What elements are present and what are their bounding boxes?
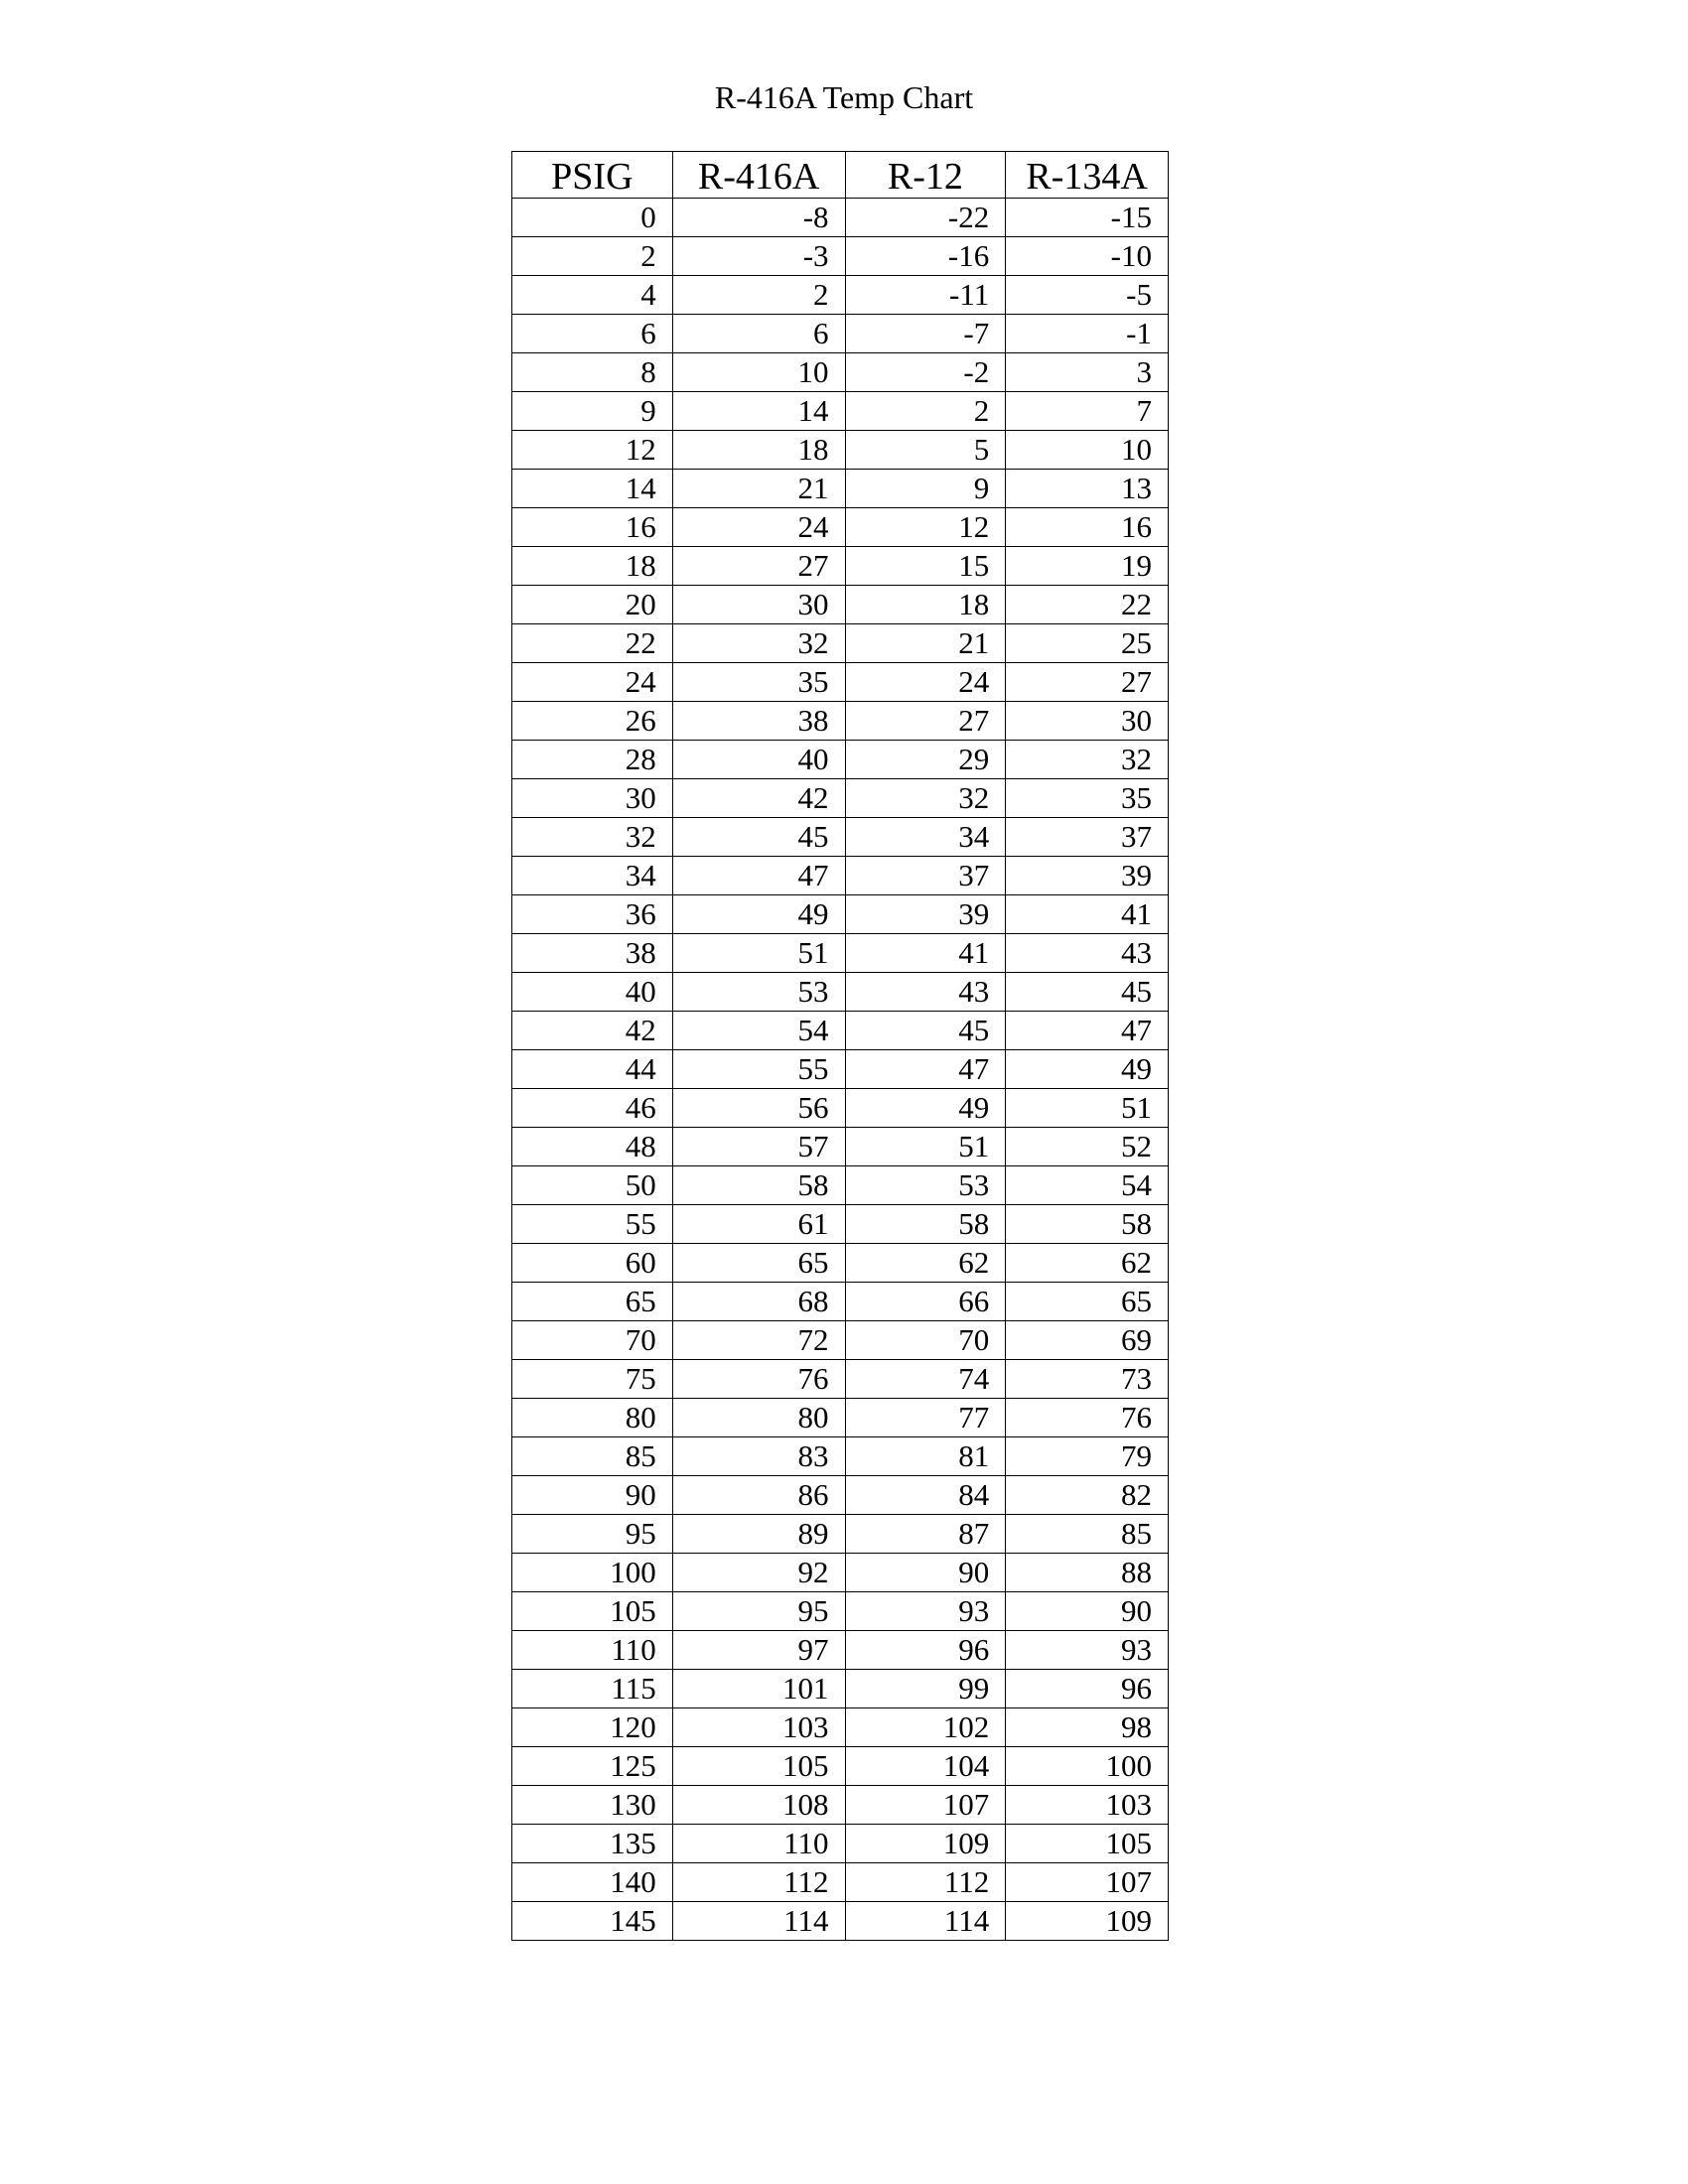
table-row <box>512 1166 1169 1205</box>
psig-cell: 8 <box>512 353 673 392</box>
psig-cell: 4 <box>512 276 673 315</box>
r12-cell: 47 <box>845 1050 1006 1089</box>
r12-cell: 29 <box>845 741 1006 779</box>
r12-cell: 90 <box>845 1554 1006 1592</box>
r416a-cell: 76 <box>672 1360 845 1399</box>
table-row <box>512 315 1169 353</box>
r134a-cell: 35 <box>1006 779 1169 818</box>
psig-cell: 125 <box>512 1747 673 1786</box>
r134a-cell: 65 <box>1006 1283 1169 1321</box>
table-row <box>512 1902 1169 1941</box>
r12-cell: 37 <box>845 857 1006 895</box>
psig-cell: 46 <box>512 1089 673 1128</box>
table-row <box>512 1244 1169 1283</box>
r134a-cell: 105 <box>1006 1825 1169 1863</box>
r12-cell: 21 <box>845 624 1006 663</box>
r12-cell: 5 <box>845 431 1006 470</box>
r12-cell: 51 <box>845 1128 1006 1166</box>
r12-cell: 96 <box>845 1631 1006 1670</box>
psig-cell: 90 <box>512 1476 673 1515</box>
r134a-cell: 90 <box>1006 1592 1169 1631</box>
r12-cell: 49 <box>845 1089 1006 1128</box>
psig-cell: 18 <box>512 547 673 586</box>
r416a-cell: 110 <box>672 1825 845 1863</box>
temp-chart-table <box>511 151 1169 1941</box>
r134a-cell: 103 <box>1006 1786 1169 1825</box>
r12-cell: 53 <box>845 1166 1006 1205</box>
table-row <box>512 1321 1169 1360</box>
r416a-cell: 38 <box>672 702 845 741</box>
table-row <box>512 1670 1169 1708</box>
r416a-cell: 14 <box>672 392 845 431</box>
psig-cell: 115 <box>512 1670 673 1708</box>
psig-cell: 42 <box>512 1012 673 1050</box>
table-row <box>512 1631 1169 1670</box>
r12-cell: 58 <box>845 1205 1006 1244</box>
r416a-cell: 42 <box>672 779 845 818</box>
r134a-cell: 49 <box>1006 1050 1169 1089</box>
r134a-cell: 96 <box>1006 1670 1169 1708</box>
psig-cell: 130 <box>512 1786 673 1825</box>
r416a-cell: 18 <box>672 431 845 470</box>
table-row <box>512 237 1169 276</box>
table-row <box>512 702 1169 741</box>
r416a-cell: 49 <box>672 895 845 934</box>
table-row <box>512 1399 1169 1437</box>
r134a-cell: 19 <box>1006 547 1169 586</box>
psig-cell: 6 <box>512 315 673 353</box>
r134a-cell: 7 <box>1006 392 1169 431</box>
r416a-cell: 61 <box>672 1205 845 1244</box>
r416a-cell: 95 <box>672 1592 845 1631</box>
table-row <box>512 392 1169 431</box>
r134a-cell: 85 <box>1006 1515 1169 1554</box>
header-row <box>512 152 1169 199</box>
r416a-cell: 35 <box>672 663 845 702</box>
r134a-cell: 107 <box>1006 1863 1169 1902</box>
r416a-cell: 105 <box>672 1747 845 1786</box>
psig-cell: 24 <box>512 663 673 702</box>
r134a-cell: 58 <box>1006 1205 1169 1244</box>
table-row <box>512 663 1169 702</box>
r134a-cell: 43 <box>1006 934 1169 973</box>
table-row <box>512 1786 1169 1825</box>
psig-cell: 0 <box>512 199 673 237</box>
r12-cell: 27 <box>845 702 1006 741</box>
table-row <box>512 199 1169 237</box>
r134a-cell: 69 <box>1006 1321 1169 1360</box>
r134a-cell: 100 <box>1006 1747 1169 1786</box>
r134a-cell: -1 <box>1006 315 1169 353</box>
table-row <box>512 1708 1169 1747</box>
r416a-cell: 92 <box>672 1554 845 1592</box>
r12-cell: 112 <box>845 1863 1006 1902</box>
table-row <box>512 1012 1169 1050</box>
r416a-cell: 53 <box>672 973 845 1012</box>
psig-cell: 20 <box>512 586 673 624</box>
table-row <box>512 1592 1169 1631</box>
r12-cell: 62 <box>845 1244 1006 1283</box>
r12-cell: 34 <box>845 818 1006 857</box>
r12-cell: 18 <box>845 586 1006 624</box>
psig-cell: 12 <box>512 431 673 470</box>
r134a-cell: 82 <box>1006 1476 1169 1515</box>
table-row <box>512 1825 1169 1863</box>
r12-cell: 107 <box>845 1786 1006 1825</box>
r12-cell: 2 <box>845 392 1006 431</box>
psig-cell: 16 <box>512 508 673 547</box>
psig-cell: 36 <box>512 895 673 934</box>
psig-cell: 28 <box>512 741 673 779</box>
psig-cell: 44 <box>512 1050 673 1089</box>
r416a-cell: 103 <box>672 1708 845 1747</box>
table-row <box>512 1205 1169 1244</box>
psig-cell: 34 <box>512 857 673 895</box>
r134a-cell: 16 <box>1006 508 1169 547</box>
r134a-cell: 32 <box>1006 741 1169 779</box>
table-row <box>512 895 1169 934</box>
psig-cell: 85 <box>512 1437 673 1476</box>
table-row <box>512 1128 1169 1166</box>
header-r12: R-12 <box>845 152 1006 199</box>
table-row <box>512 586 1169 624</box>
psig-cell: 135 <box>512 1825 673 1863</box>
table-row <box>512 1283 1169 1321</box>
r134a-cell: 88 <box>1006 1554 1169 1592</box>
table-row <box>512 934 1169 973</box>
r134a-cell: 13 <box>1006 470 1169 508</box>
r134a-cell: 109 <box>1006 1902 1169 1941</box>
r12-cell: 12 <box>845 508 1006 547</box>
r12-cell: -7 <box>845 315 1006 353</box>
psig-cell: 140 <box>512 1863 673 1902</box>
table-row <box>512 1050 1169 1089</box>
psig-cell: 48 <box>512 1128 673 1166</box>
r12-cell: -22 <box>845 199 1006 237</box>
psig-cell: 9 <box>512 392 673 431</box>
r12-cell: 87 <box>845 1515 1006 1554</box>
psig-cell: 55 <box>512 1205 673 1244</box>
r416a-cell: 45 <box>672 818 845 857</box>
r416a-cell: 112 <box>672 1863 845 1902</box>
r416a-cell: 56 <box>672 1089 845 1128</box>
psig-cell: 80 <box>512 1399 673 1437</box>
r134a-cell: 62 <box>1006 1244 1169 1283</box>
table-row <box>512 973 1169 1012</box>
table-row <box>512 470 1169 508</box>
r416a-cell: 86 <box>672 1476 845 1515</box>
r12-cell: 74 <box>845 1360 1006 1399</box>
r134a-cell: 73 <box>1006 1360 1169 1399</box>
r416a-cell: 51 <box>672 934 845 973</box>
r12-cell: 66 <box>845 1283 1006 1321</box>
table-row <box>512 1554 1169 1592</box>
psig-cell: 38 <box>512 934 673 973</box>
table-row <box>512 779 1169 818</box>
psig-cell: 22 <box>512 624 673 663</box>
table-row <box>512 1089 1169 1128</box>
table-row <box>512 547 1169 586</box>
psig-cell: 70 <box>512 1321 673 1360</box>
r416a-cell: 57 <box>672 1128 845 1166</box>
r134a-cell: 30 <box>1006 702 1169 741</box>
table-row <box>512 1360 1169 1399</box>
r12-cell: 45 <box>845 1012 1006 1050</box>
r416a-cell: 6 <box>672 315 845 353</box>
r134a-cell: 27 <box>1006 663 1169 702</box>
r134a-cell: 47 <box>1006 1012 1169 1050</box>
r416a-cell: 40 <box>672 741 845 779</box>
header-psig: PSIG <box>512 152 673 199</box>
header-r416a: R-416A <box>672 152 845 199</box>
r416a-cell: 47 <box>672 857 845 895</box>
r134a-cell: 98 <box>1006 1708 1169 1747</box>
r12-cell: 9 <box>845 470 1006 508</box>
r134a-cell: 10 <box>1006 431 1169 470</box>
table-row <box>512 741 1169 779</box>
r416a-cell: 89 <box>672 1515 845 1554</box>
r416a-cell: 10 <box>672 353 845 392</box>
r416a-cell: 72 <box>672 1321 845 1360</box>
r12-cell: 93 <box>845 1592 1006 1631</box>
r416a-cell: 2 <box>672 276 845 315</box>
r12-cell: 41 <box>845 934 1006 973</box>
r12-cell: 24 <box>845 663 1006 702</box>
table-row <box>512 508 1169 547</box>
r12-cell: 43 <box>845 973 1006 1012</box>
psig-cell: 60 <box>512 1244 673 1283</box>
psig-cell: 40 <box>512 973 673 1012</box>
table-row <box>512 624 1169 663</box>
psig-cell: 95 <box>512 1515 673 1554</box>
r416a-cell: 21 <box>672 470 845 508</box>
r12-cell: 109 <box>845 1825 1006 1863</box>
r416a-cell: 65 <box>672 1244 845 1283</box>
r134a-cell: 37 <box>1006 818 1169 857</box>
r134a-cell: -10 <box>1006 237 1169 276</box>
r416a-cell: 114 <box>672 1902 845 1941</box>
r134a-cell: 25 <box>1006 624 1169 663</box>
psig-cell: 30 <box>512 779 673 818</box>
r134a-cell: 3 <box>1006 353 1169 392</box>
r416a-cell: 80 <box>672 1399 845 1437</box>
r416a-cell: 58 <box>672 1166 845 1205</box>
r12-cell: 15 <box>845 547 1006 586</box>
table-row <box>512 1863 1169 1902</box>
r134a-cell: 22 <box>1006 586 1169 624</box>
psig-cell: 26 <box>512 702 673 741</box>
r416a-cell: 68 <box>672 1283 845 1321</box>
table-row <box>512 857 1169 895</box>
r416a-cell: 30 <box>672 586 845 624</box>
r12-cell: -11 <box>845 276 1006 315</box>
r416a-cell: 108 <box>672 1786 845 1825</box>
psig-cell: 110 <box>512 1631 673 1670</box>
table-row <box>512 431 1169 470</box>
table-body <box>512 199 1169 1941</box>
table-row <box>512 1747 1169 1786</box>
r12-cell: -2 <box>845 353 1006 392</box>
r12-cell: 70 <box>845 1321 1006 1360</box>
psig-cell: 50 <box>512 1166 673 1205</box>
r134a-cell: 76 <box>1006 1399 1169 1437</box>
r12-cell: 77 <box>845 1399 1006 1437</box>
r416a-cell: 27 <box>672 547 845 586</box>
r12-cell: 32 <box>845 779 1006 818</box>
table-row <box>512 353 1169 392</box>
r134a-cell: 52 <box>1006 1128 1169 1166</box>
header-r134a: R-134A <box>1006 152 1169 199</box>
psig-cell: 32 <box>512 818 673 857</box>
r12-cell: 102 <box>845 1708 1006 1747</box>
psig-cell: 120 <box>512 1708 673 1747</box>
r134a-cell: 45 <box>1006 973 1169 1012</box>
r134a-cell: 93 <box>1006 1631 1169 1670</box>
table-row <box>512 1437 1169 1476</box>
r416a-cell: -3 <box>672 237 845 276</box>
psig-cell: 105 <box>512 1592 673 1631</box>
psig-cell: 75 <box>512 1360 673 1399</box>
r134a-cell: -15 <box>1006 199 1169 237</box>
psig-cell: 145 <box>512 1902 673 1941</box>
r12-cell: 84 <box>845 1476 1006 1515</box>
psig-cell: 14 <box>512 470 673 508</box>
r12-cell: 99 <box>845 1670 1006 1708</box>
r416a-cell: 97 <box>672 1631 845 1670</box>
r12-cell: 114 <box>845 1902 1006 1941</box>
psig-cell: 65 <box>512 1283 673 1321</box>
r416a-cell: 32 <box>672 624 845 663</box>
r12-cell: -16 <box>845 237 1006 276</box>
r416a-cell: 54 <box>672 1012 845 1050</box>
table-row <box>512 276 1169 315</box>
r12-cell: 104 <box>845 1747 1006 1786</box>
table-row <box>512 1515 1169 1554</box>
r416a-cell: 83 <box>672 1437 845 1476</box>
psig-cell: 2 <box>512 237 673 276</box>
r12-cell: 81 <box>845 1437 1006 1476</box>
table-row <box>512 1476 1169 1515</box>
r134a-cell: 51 <box>1006 1089 1169 1128</box>
r134a-cell: 79 <box>1006 1437 1169 1476</box>
r416a-cell: 24 <box>672 508 845 547</box>
r416a-cell: 101 <box>672 1670 845 1708</box>
table-row <box>512 818 1169 857</box>
r416a-cell: 55 <box>672 1050 845 1089</box>
r134a-cell: 41 <box>1006 895 1169 934</box>
r12-cell: 39 <box>845 895 1006 934</box>
r416a-cell: -8 <box>672 199 845 237</box>
page-title: R-416A Temp Chart <box>714 79 974 115</box>
psig-cell: 100 <box>512 1554 673 1592</box>
r134a-cell: -5 <box>1006 276 1169 315</box>
r134a-cell: 54 <box>1006 1166 1169 1205</box>
r134a-cell: 39 <box>1006 857 1169 895</box>
